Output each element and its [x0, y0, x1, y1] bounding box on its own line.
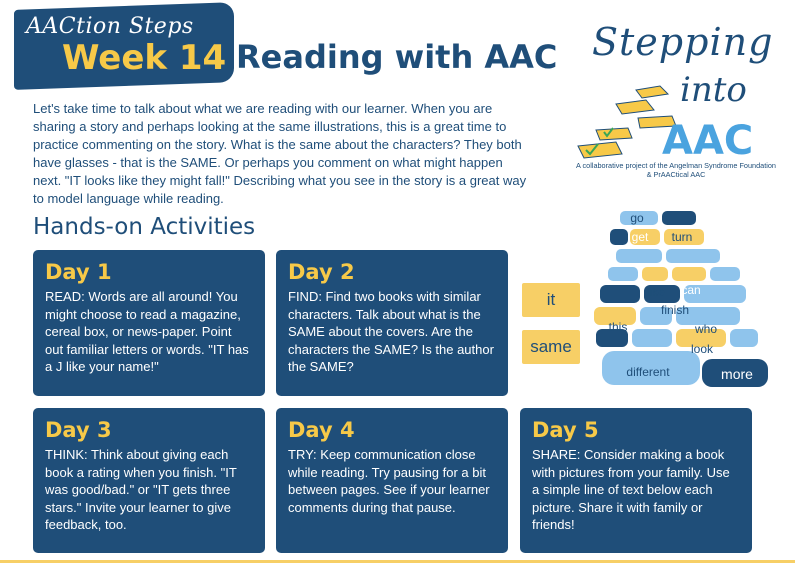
day-text: FIND: Find two books with similar characters. Talk about what is the SAME about the covers. Are the characters the SAME? Is the author the SAME?	[288, 289, 494, 374]
day-3-card	[33, 408, 265, 553]
path-word-like: like	[646, 285, 666, 299]
logo-into: into	[680, 70, 747, 110]
path-word-get: get	[631, 230, 649, 244]
bottom-divider	[0, 560, 795, 563]
logo-caption: A collaborative project of the Angelman Syndrome Foundation & PrAACtical AAC	[576, 161, 776, 179]
path-word-look: look	[690, 342, 714, 356]
stepping-into-aac-logo	[576, 20, 776, 195]
core-word-it: it	[522, 283, 580, 317]
page-title: Reading with AAC	[236, 38, 558, 76]
path-word-can: can	[681, 283, 701, 297]
day-text: READ: Words are all around! You might choose to read a magazine, cereal box, or news-paper. Point out familiar letters or words. "IT has a J like your name!"	[45, 289, 249, 374]
path-word-more: more	[721, 366, 753, 382]
day-title: Day 2	[288, 260, 355, 284]
path-word-who: who	[694, 322, 718, 336]
series-title: AACtion Steps	[26, 14, 194, 39]
week-label: Week 14	[62, 38, 227, 78]
day-text: THINK: Think about giving each book a rating when you finish. "IT was good/bad." or "IT gets three stars." Invite your learner to give feedback, too.	[45, 447, 237, 532]
day-text: SHARE: Consider making a book with pictures from your family. Use a simple line of text below each picture. Share it with family or friends!	[532, 447, 730, 532]
day-2-card	[276, 250, 508, 396]
day-5-card	[520, 408, 752, 553]
section-title: Hands-on Activities	[33, 214, 256, 240]
day-title: Day 1	[45, 260, 112, 284]
day-4-card	[276, 408, 508, 553]
day-title: Day 3	[45, 418, 112, 442]
day-text: TRY: Keep communication close while reading. Try pausing for a bit between pages. See if your learner comments during that pause.	[288, 447, 490, 515]
path-word-different: different	[626, 365, 670, 379]
path-word-turn: turn	[671, 230, 693, 244]
core-word-same: same	[522, 330, 580, 364]
path-word-this: this	[608, 320, 628, 334]
path-word-go: go	[630, 211, 644, 225]
logo-stepping: Stepping	[592, 20, 774, 64]
logo-aac: AAC	[662, 118, 754, 164]
day-1-card	[33, 250, 265, 396]
day-title: Day 5	[532, 418, 599, 442]
intro-paragraph: Let's take time to talk about what we are reading with our learner. When you are sharing a story and perhaps looking at the same illustrations, this is a great time to practice commenting on the story. What is the same about the characters? They both have glasses - that is the SAME. Or perhaps you comment on what might happen next. "IT looks like they might fall!" Describing what you see in the story is a great way to model language while reading.	[33, 101, 527, 206]
day-title: Day 4	[288, 418, 355, 442]
path-word-finish: finish	[660, 303, 690, 317]
